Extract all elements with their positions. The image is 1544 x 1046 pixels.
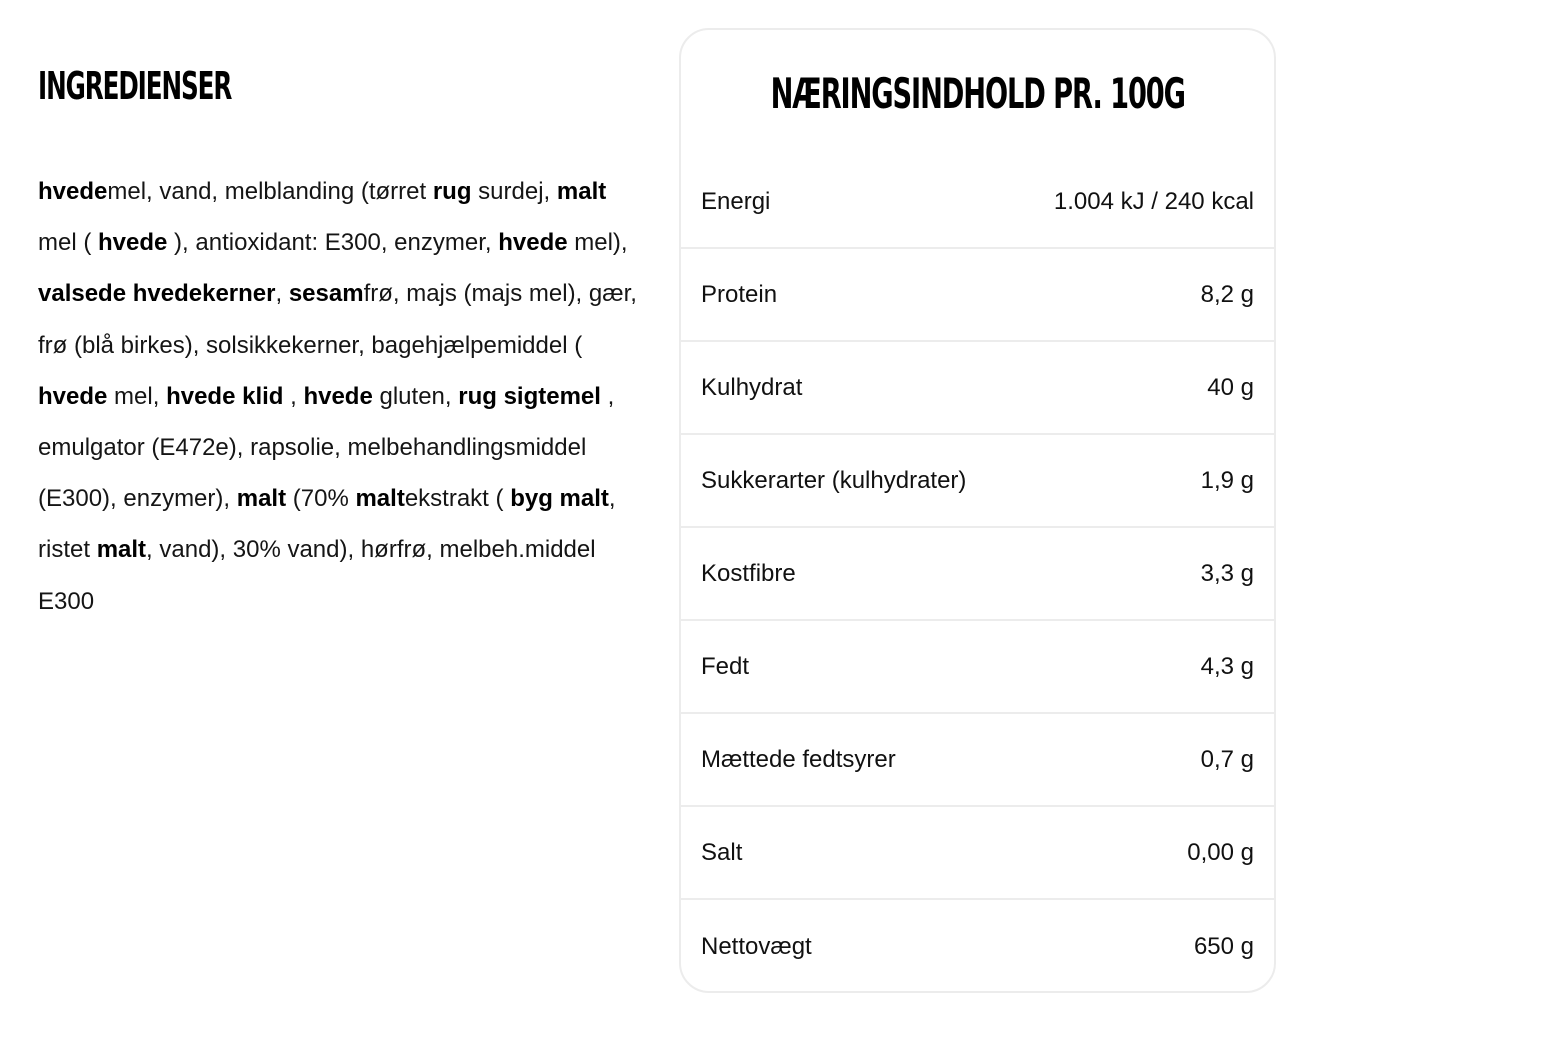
nutrition-label: Sukkerarter (kulhydrater) — [701, 466, 967, 494]
nutrition-label: Kostfibre — [701, 559, 796, 587]
ingredient-allergen: malt — [236, 485, 287, 513]
nutrition-value: 1,9 g — [1200, 466, 1254, 494]
ingredient-text: frø, majs (majs mel), gær, frø (blå birkes), solsikkekerner, bagehjælpemiddel ( — [38, 280, 637, 359]
ingredient-allergen: malt — [556, 178, 607, 205]
ingredient-allergen: hvede — [498, 229, 568, 257]
ingredient-text: , — [275, 280, 289, 308]
ingredient-text: mel), — [567, 229, 628, 257]
nutrition-label: Salt — [701, 838, 743, 866]
nutrition-value: 8,2 g — [1200, 280, 1254, 308]
ingredient-text: , — [283, 382, 304, 410]
ingredient-text: mel ( — [38, 229, 98, 257]
ingredient-text: ), antioxidant: E300, enzymer, — [167, 229, 499, 257]
ingredient-text: mel, vand, melblanding (tørret — [107, 178, 433, 205]
ingredient-allergen: valsede hvedekerner — [38, 280, 276, 308]
nutrition-table — [681, 156, 1274, 993]
nutrition-value: 40 g — [1207, 373, 1254, 401]
nutrition-label: Mættede fedtsyrer — [701, 745, 896, 773]
nutrition-title: NÆRINGSINDHOLD PR. 100G — [770, 69, 1185, 118]
ingredient-allergen: malt — [355, 485, 405, 513]
ingredient-text: ekstrakt ( — [404, 485, 511, 513]
nutrition-label: Protein — [701, 280, 778, 308]
nutrition-row-energy — [681, 156, 1274, 249]
ingredient-allergen: hvede — [98, 229, 168, 257]
nutrition-row-protein — [681, 249, 1274, 342]
ingredient-allergen: hvede — [38, 178, 108, 205]
nutrition-row-net-weight — [681, 900, 1274, 993]
nutrition-value: 0,00 g — [1187, 838, 1254, 866]
nutrition-value: 1.004 kJ / 240 kcal — [1053, 187, 1254, 215]
nutrition-value: 3,3 g — [1200, 559, 1254, 587]
ingredient-allergen: hvede — [303, 382, 373, 410]
ingredient-text: mel, — [107, 382, 167, 410]
ingredient-text: surdej, — [471, 178, 557, 205]
nutrition-row-saturated-fat — [681, 714, 1274, 807]
nutrition-label: Nettovægt — [701, 932, 812, 960]
ingredient-text: gluten, — [372, 382, 459, 410]
ingredient-allergen: rug sigtemel — [458, 382, 601, 410]
nutrition-label: Energi — [701, 187, 771, 215]
ingredients-section — [38, 58, 638, 651]
ingredient-allergen: hvede klid — [166, 382, 284, 410]
ingredient-allergen: sesam — [288, 280, 364, 308]
nutrition-row-sugars — [681, 435, 1274, 528]
nutrition-card — [679, 28, 1276, 993]
ingredient-text: , emulgator (E472e), rapsolie, melbehandlingsmiddel (E300), enzymer), — [38, 382, 615, 513]
ingredient-allergen: malt — [96, 536, 147, 564]
ingredient-text: (70% — [286, 485, 356, 513]
nutrition-value: 650 g — [1193, 932, 1254, 960]
nutrition-label: Kulhydrat — [701, 373, 803, 401]
ingredients-title: INGREDIENSER — [38, 64, 232, 108]
ingredient-allergen: byg malt — [510, 485, 609, 513]
nutrition-row-carbohydrate — [681, 342, 1274, 435]
nutrition-row-salt — [681, 807, 1274, 900]
nutrition-row-fat — [681, 621, 1274, 714]
nutrition-value: 4,3 g — [1200, 652, 1254, 680]
ingredient-text: , ristet — [38, 485, 616, 564]
nutrition-value: 0,7 g — [1200, 745, 1254, 773]
nutrition-header — [681, 30, 1274, 156]
ingredient-allergen: hvede — [38, 382, 108, 410]
ingredient-text: , vand), 30% vand), hørfrø, melbeh.middel E300 — [38, 536, 596, 615]
ingredient-allergen: rug — [432, 178, 472, 205]
nutrition-label: Fedt — [701, 652, 750, 680]
nutrition-row-fiber — [681, 528, 1274, 621]
ingredients-text — [38, 166, 638, 627]
